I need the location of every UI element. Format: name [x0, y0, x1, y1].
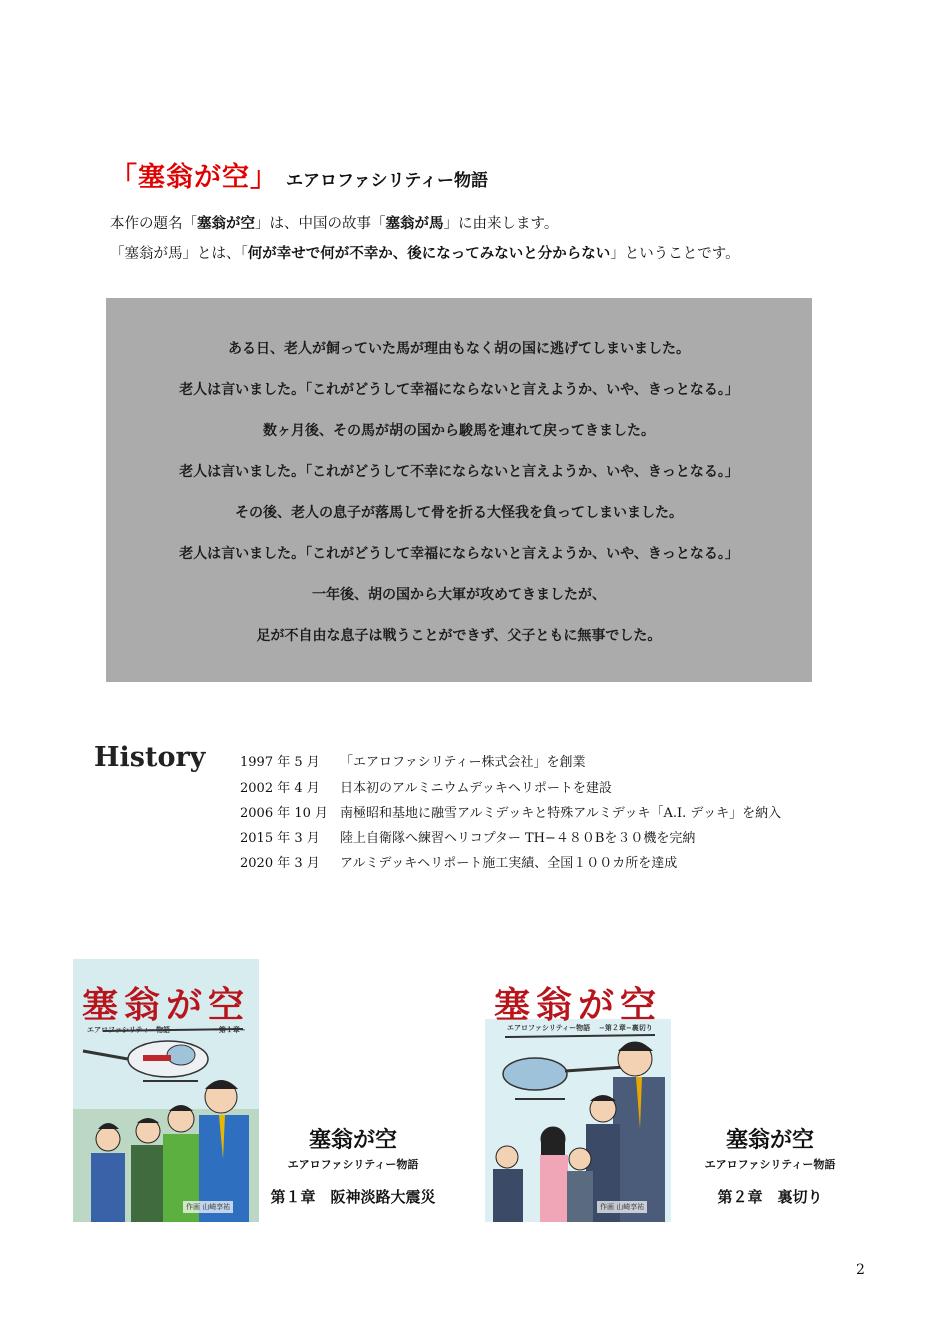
story-line: 一年後、胡の国から大軍が攻めてきましたが、 [312, 587, 606, 603]
cover-chapter: −第１章− [213, 1026, 246, 1034]
intro-text: 「塞翁が馬」とは、「 [110, 246, 248, 262]
history-date: 2015 年 3 月 [240, 831, 320, 846]
cover-chapter: −第２章−裏切り [599, 1024, 653, 1032]
intro-emphasis: 塞翁が馬 [385, 216, 444, 232]
history-date: 1997 年 5 月 [240, 755, 320, 770]
story-line: 老人は言いました。「これがどうして不幸にならないと言えようか、いや、きっとなる。」 [179, 464, 739, 480]
intro-line-1 [110, 212, 558, 233]
book-info-2 [675, 1123, 865, 1207]
history-text: アルミデッキヘリポート施工実績、全国１００カ所を達成 [340, 856, 678, 871]
cover-subtitle: エアロファシリティー物語 [87, 1026, 171, 1034]
book-chapter: 第１章 阪神淡路大震災 [270, 1188, 436, 1206]
intro-emphasis: 塞翁が空 [197, 216, 255, 232]
history-date: 2020 年 3 月 [240, 856, 320, 871]
story-line: その後、老人の息子が落馬して骨を折る大怪我を負ってしまいました。 [235, 505, 683, 521]
page-subtitle: エアロファシリティー物語 [286, 171, 488, 191]
history-text: 「エアロファシリティー株式会社」を創業 [340, 755, 586, 770]
history-heading: History [94, 742, 206, 773]
book-cover-2[interactable] [485, 959, 671, 1222]
history-date: 2002 年 4 月 [240, 781, 320, 796]
story-line: 老人は言いました。「これがどうして幸福にならないと言えようか、いや、きっとなる。」 [179, 546, 739, 562]
intro-text: 本作の題名「 [110, 216, 197, 232]
cover-title: 塞翁が空 [493, 984, 662, 1026]
intro-text: 」は、中国の故事「 [255, 216, 386, 232]
book-title: 塞翁が空 [725, 1127, 814, 1153]
story-line: 老人は言いました。「これがどうして幸福にならないと言えようか、いや、きっとなる。」 [179, 382, 739, 398]
story-line: 数ヶ月後、その馬が胡の国から駿馬を連れて戻ってきました。 [263, 423, 655, 439]
cover-author: 作画 山崎享祐 [597, 1201, 647, 1213]
history-text: 陸上自衛隊へ練習ヘリコプター TH−４８０Bを３０機を完納 [340, 831, 696, 846]
book-subtitle: エアロファシリティー物語 [704, 1158, 836, 1171]
cover-subtitle: エアロファシリティー物語 [507, 1024, 591, 1032]
intro-line-2 [110, 242, 740, 263]
history-text: 日本初のアルミニウムデッキヘリポートを建設 [340, 781, 612, 796]
title-row [110, 155, 488, 195]
page-number: 2 [856, 1262, 865, 1278]
cover-title: 塞翁が空 [81, 984, 250, 1026]
book-chapter: 第２章 裏切り [717, 1188, 823, 1206]
intro-emphasis: 何が幸せで何が不幸か、後になってみないと分からない [247, 246, 611, 262]
cover-author: 作画 山崎享祐 [183, 1201, 233, 1213]
history-text: 南極昭和基地に融雪アルミデッキと特殊アルミデッキ「A.I. デッキ」を納入 [340, 806, 782, 821]
story-line: 足が不自由な息子は戦うことができず、父子ともに無事でした。 [256, 628, 662, 644]
book-cover-1[interactable] [73, 959, 259, 1222]
book-info-1 [258, 1123, 448, 1207]
intro-text: 」ということです。 [610, 246, 740, 262]
page-title: 「塞翁が空」 [110, 162, 278, 193]
intro-text: 」に由来します。 [443, 216, 559, 232]
story-box [106, 298, 812, 682]
book-title: 塞翁が空 [308, 1127, 397, 1153]
story-line: ある日、老人が飼っていた馬が理由もなく胡の国に逃げてしまいました。 [228, 341, 690, 357]
history-date: 2006 年 10 月 [240, 806, 329, 821]
book-subtitle: エアロファシリティー物語 [287, 1158, 419, 1171]
